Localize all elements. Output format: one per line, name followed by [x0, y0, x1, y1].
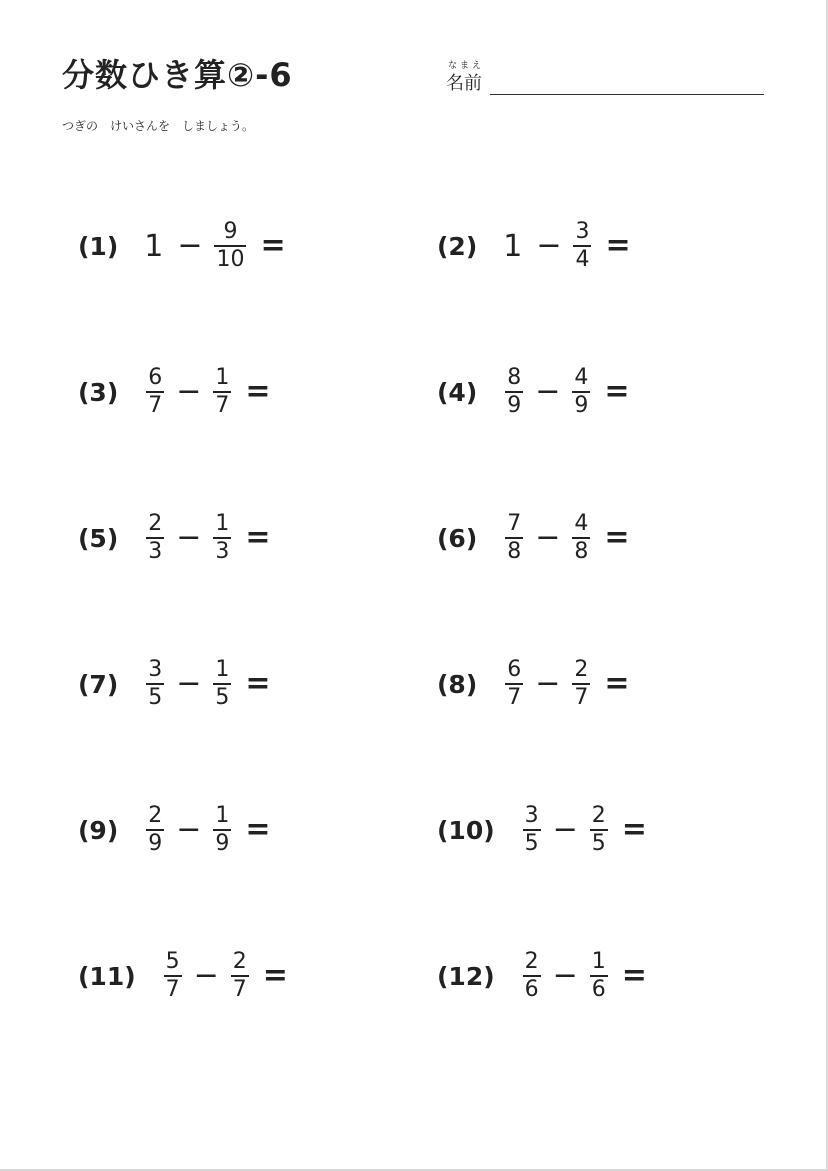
fraction-b-denominator: 3 — [215, 539, 230, 564]
name-ruby: なまえ — [448, 61, 485, 71]
equals-sign: = — [245, 374, 271, 409]
name-label: 名前 — [446, 73, 482, 94]
fraction-a-denominator: 7 — [148, 393, 163, 418]
problem-3 — [78, 362, 271, 422]
minus-sign: − — [193, 958, 219, 993]
fraction-b — [213, 805, 231, 855]
fraction-b — [572, 367, 590, 417]
problem-9 — [78, 800, 271, 860]
fraction-a-numerator: 5 — [165, 949, 180, 974]
fraction-b-denominator: 7 — [574, 685, 589, 710]
minus-sign: − — [535, 666, 561, 701]
whole-number: 1 — [503, 228, 523, 264]
problem-7 — [78, 654, 271, 714]
fraction-a-denominator: 9 — [507, 393, 522, 418]
problem-number: (2) — [437, 231, 478, 261]
minus-sign: − — [536, 228, 562, 263]
fraction-b-numerator: 2 — [574, 657, 589, 682]
problem-number: (8) — [437, 669, 478, 699]
minus-sign: − — [552, 812, 578, 847]
fraction-a-numerator: 6 — [507, 657, 522, 682]
equals-sign: = — [621, 958, 647, 993]
name-write-line[interactable] — [490, 94, 764, 95]
fraction-b-denominator: 9 — [215, 831, 230, 856]
fraction-a-numerator: 3 — [148, 657, 163, 682]
fraction-a-numerator: 3 — [524, 803, 539, 828]
fraction-a-denominator: 7 — [165, 977, 180, 1002]
minus-sign: − — [176, 374, 202, 409]
fraction-a — [146, 659, 164, 709]
fraction-b-numerator: 2 — [591, 803, 606, 828]
fraction-a — [505, 367, 523, 417]
fraction-b-denominator: 9 — [574, 393, 589, 418]
problem-number: (9) — [78, 815, 119, 845]
fraction-b — [213, 367, 231, 417]
problem-10 — [437, 800, 647, 860]
fraction-a — [523, 805, 541, 855]
problem-12 — [437, 946, 647, 1006]
fraction-b — [590, 951, 608, 1001]
fraction-a — [146, 805, 164, 855]
fraction-b-denominator: 6 — [591, 977, 606, 1002]
fraction-b-numerator: 2 — [232, 949, 247, 974]
equals-sign: = — [262, 958, 288, 993]
fraction-b-denominator: 4 — [575, 247, 590, 272]
fraction-b-numerator: 9 — [223, 219, 238, 244]
problem-number: (5) — [78, 523, 119, 553]
fraction-b — [214, 221, 246, 271]
minus-sign: − — [176, 812, 202, 847]
minus-sign: − — [176, 520, 202, 555]
equals-sign: = — [245, 812, 271, 847]
fraction-a — [146, 367, 164, 417]
problem-number: (6) — [437, 523, 478, 553]
fraction-a-denominator: 8 — [507, 539, 522, 564]
fraction-a — [523, 951, 541, 1001]
fraction-b — [213, 513, 231, 563]
fraction-b-numerator: 4 — [574, 365, 589, 390]
minus-sign: − — [177, 228, 203, 263]
fraction-a-numerator: 6 — [148, 365, 163, 390]
minus-sign: − — [552, 958, 578, 993]
problem-5 — [78, 508, 271, 568]
problem-number: (12) — [437, 961, 495, 991]
fraction-a — [146, 513, 164, 563]
fraction-b-numerator: 4 — [574, 511, 589, 536]
fraction-a-numerator: 2 — [148, 803, 163, 828]
equals-sign: = — [604, 666, 630, 701]
problem-4 — [437, 362, 630, 422]
problem-number: (1) — [78, 231, 119, 261]
fraction-a-denominator: 3 — [148, 539, 163, 564]
fraction-b-numerator: 1 — [215, 365, 230, 390]
fraction-b-numerator: 1 — [215, 511, 230, 536]
problem-number: (4) — [437, 377, 478, 407]
fraction-a-numerator: 2 — [524, 949, 539, 974]
fraction-a — [505, 659, 523, 709]
fraction-b-denominator: 8 — [574, 539, 589, 564]
problem-8 — [437, 654, 630, 714]
problem-number: (10) — [437, 815, 495, 845]
fraction-a — [505, 513, 523, 563]
fraction-a-numerator: 2 — [148, 511, 163, 536]
problem-number: (11) — [78, 961, 136, 991]
equals-sign: = — [245, 666, 271, 701]
problem-number: (7) — [78, 669, 119, 699]
problem-2 — [437, 216, 631, 276]
minus-sign: − — [535, 520, 561, 555]
equals-sign: = — [621, 812, 647, 847]
problem-11 — [78, 946, 288, 1006]
fraction-b-denominator: 7 — [215, 393, 230, 418]
minus-sign: − — [535, 374, 561, 409]
problem-number: (3) — [78, 377, 119, 407]
fraction-b-numerator: 1 — [215, 657, 230, 682]
fraction-b-denominator: 7 — [232, 977, 247, 1002]
fraction-b — [572, 513, 590, 563]
fraction-b — [590, 805, 608, 855]
fraction-b — [572, 659, 590, 709]
equals-sign: = — [604, 374, 630, 409]
fraction-b-numerator: 1 — [591, 949, 606, 974]
equals-sign: = — [605, 228, 631, 263]
fraction-b — [573, 221, 591, 271]
problem-1 — [78, 216, 286, 276]
minus-sign: − — [176, 666, 202, 701]
fraction-a-denominator: 6 — [524, 977, 539, 1002]
whole-number: 1 — [144, 228, 164, 264]
fraction-b — [231, 951, 249, 1001]
fraction-b-numerator: 3 — [575, 219, 590, 244]
fraction-a-denominator: 5 — [148, 685, 163, 710]
fraction-a — [164, 951, 182, 1001]
fraction-b-numerator: 1 — [215, 803, 230, 828]
fraction-b-denominator: 10 — [216, 247, 245, 272]
instruction-text: つぎの けいさんを しましょう。 — [62, 119, 255, 133]
fraction-a-denominator: 7 — [507, 685, 522, 710]
equals-sign: = — [260, 228, 286, 263]
fraction-b-denominator: 5 — [591, 831, 606, 856]
fraction-a-denominator: 9 — [148, 831, 163, 856]
fraction-b-denominator: 5 — [215, 685, 230, 710]
worksheet-title: 分数ひき算②-6 — [62, 56, 293, 94]
equals-sign: = — [245, 520, 271, 555]
problem-6 — [437, 508, 630, 568]
fraction-a-numerator: 7 — [507, 511, 522, 536]
name-field — [446, 58, 766, 98]
fraction-a-denominator: 5 — [524, 831, 539, 856]
equals-sign: = — [604, 520, 630, 555]
fraction-a-numerator: 8 — [507, 365, 522, 390]
fraction-b — [213, 659, 231, 709]
